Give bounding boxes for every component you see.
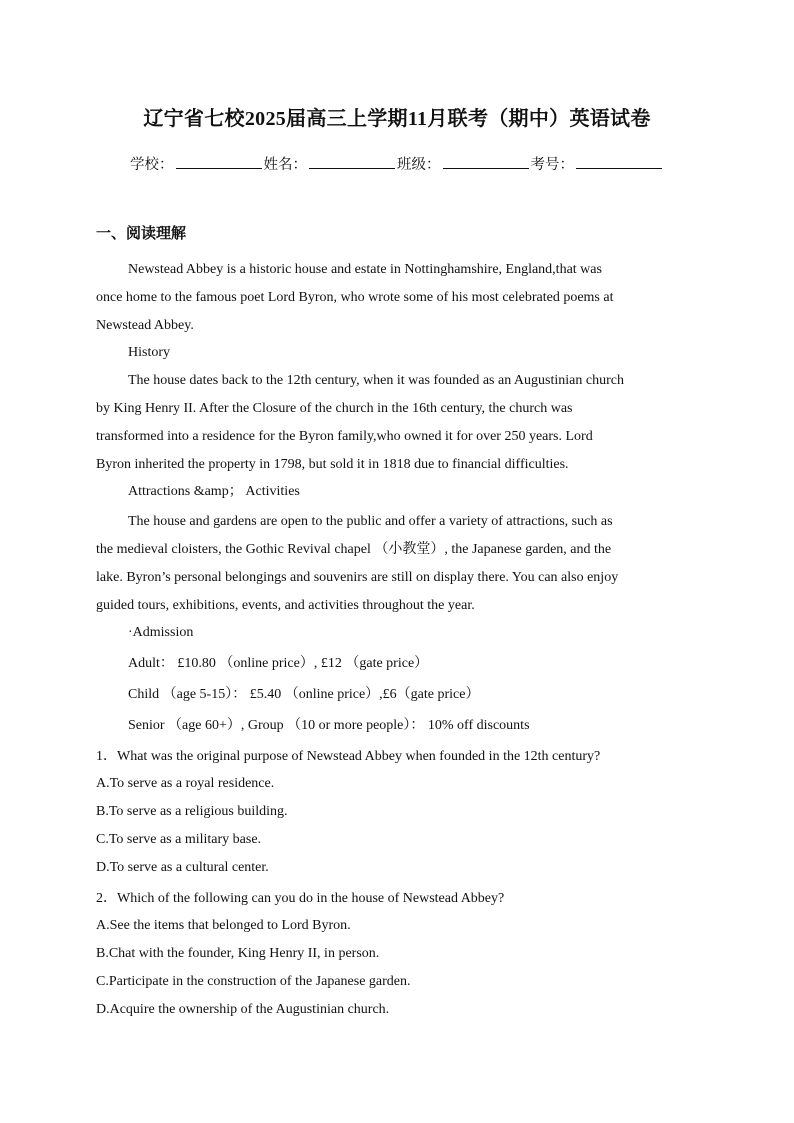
passage-intro [96, 256, 696, 339]
passage-attractions [96, 508, 696, 619]
passage-line: guided tours, exhibitions, events, and activities throughout the year. [96, 597, 475, 613]
history-heading-text: History [128, 345, 170, 361]
passage-line: once home to the famous poet Lord Byron, who wrote some of his most celebrated poems at [96, 289, 614, 305]
passage-line: transformed into a residence for the Byron family,who owned it for over 250 years. Lord [96, 428, 593, 444]
admission-list [96, 650, 696, 739]
answer-option[interactable]: C.Participate in the construction of the Japanese garden. [96, 973, 411, 989]
question-1 [96, 743, 696, 882]
name-label: 姓名： [263, 157, 307, 173]
id-blank[interactable] [576, 154, 662, 169]
class-blank[interactable] [443, 154, 529, 169]
answer-option[interactable]: B.To serve as a religious building. [96, 804, 288, 820]
student-info-line [0, 153, 794, 174]
passage-history [96, 367, 696, 478]
admission-line: Senior （age 60+）, Group （10 or more people）： 10% off discounts [128, 717, 530, 733]
class-label: 班级： [397, 157, 441, 173]
answer-option[interactable]: C.To serve as a military base. [96, 831, 262, 847]
passage-line: Byron inherited the property in 1798, but sold it in 1818 due to financial difficulties. [96, 456, 569, 472]
question-stem: 1．What was the original purpose of Newstead Abbey when founded in the 12th century? [96, 748, 601, 764]
question-stem: 2．Which of the following can you do in the house of Newstead Abbey? [96, 890, 505, 906]
passage-line: The house dates back to the 12th century, when it was founded as an Augustinian church [128, 373, 624, 389]
attractions-heading [96, 478, 696, 506]
passage-line: Newstead Abbey is a historic house and estate in Nottinghamshire, England,that was [128, 262, 602, 277]
history-heading [96, 339, 696, 367]
school-blank[interactable] [176, 154, 262, 169]
school-label: 学校： [130, 157, 174, 173]
admission-line: Child （age 5-15）： £5.40 （online price）,£6（gate price） [128, 686, 480, 702]
passage-line: The house and gardens are open to the public and offer a variety of attractions, such as [128, 514, 613, 530]
id-label: 考号： [530, 157, 574, 173]
admission-heading [96, 619, 696, 647]
attractions-heading-text: Attractions &amp； Activities [128, 484, 300, 500]
passage-line: lake. Byron’s personal belongings and souvenirs are still on display there. You can also enjoy [96, 569, 619, 585]
passage-line: Newstead Abbey. [96, 317, 194, 333]
answer-option[interactable]: B.Chat with the founder, King Henry II, in person. [96, 946, 380, 962]
answer-option[interactable]: A.See the items that belonged to Lord Byron. [96, 918, 351, 934]
answer-option[interactable]: D.To serve as a cultural center. [96, 859, 269, 875]
passage-line: by King Henry II. After the Closure of the church in the 16th century, the church was [96, 400, 573, 416]
page-title: 辽宁省七校2025届高三上学期11月联考（期中）英语试卷 [143, 108, 651, 130]
passage-line: the medieval cloisters, the Gothic Revival chapel （小教堂）, the Japanese garden, and the [96, 541, 612, 557]
reading-body [96, 256, 696, 1024]
question-2 [96, 885, 696, 1024]
name-blank[interactable] [309, 154, 395, 169]
admission-line: Adult： £10.80 （online price）, £12 （gate price） [128, 656, 429, 672]
answer-option[interactable]: D.Acquire the ownership of the Augustinian church. [96, 1001, 390, 1017]
admission-heading-text: ·Admission [128, 625, 194, 641]
section-heading: 一、阅读理解 [96, 226, 187, 242]
answer-option[interactable]: A.To serve as a royal residence. [96, 776, 275, 792]
